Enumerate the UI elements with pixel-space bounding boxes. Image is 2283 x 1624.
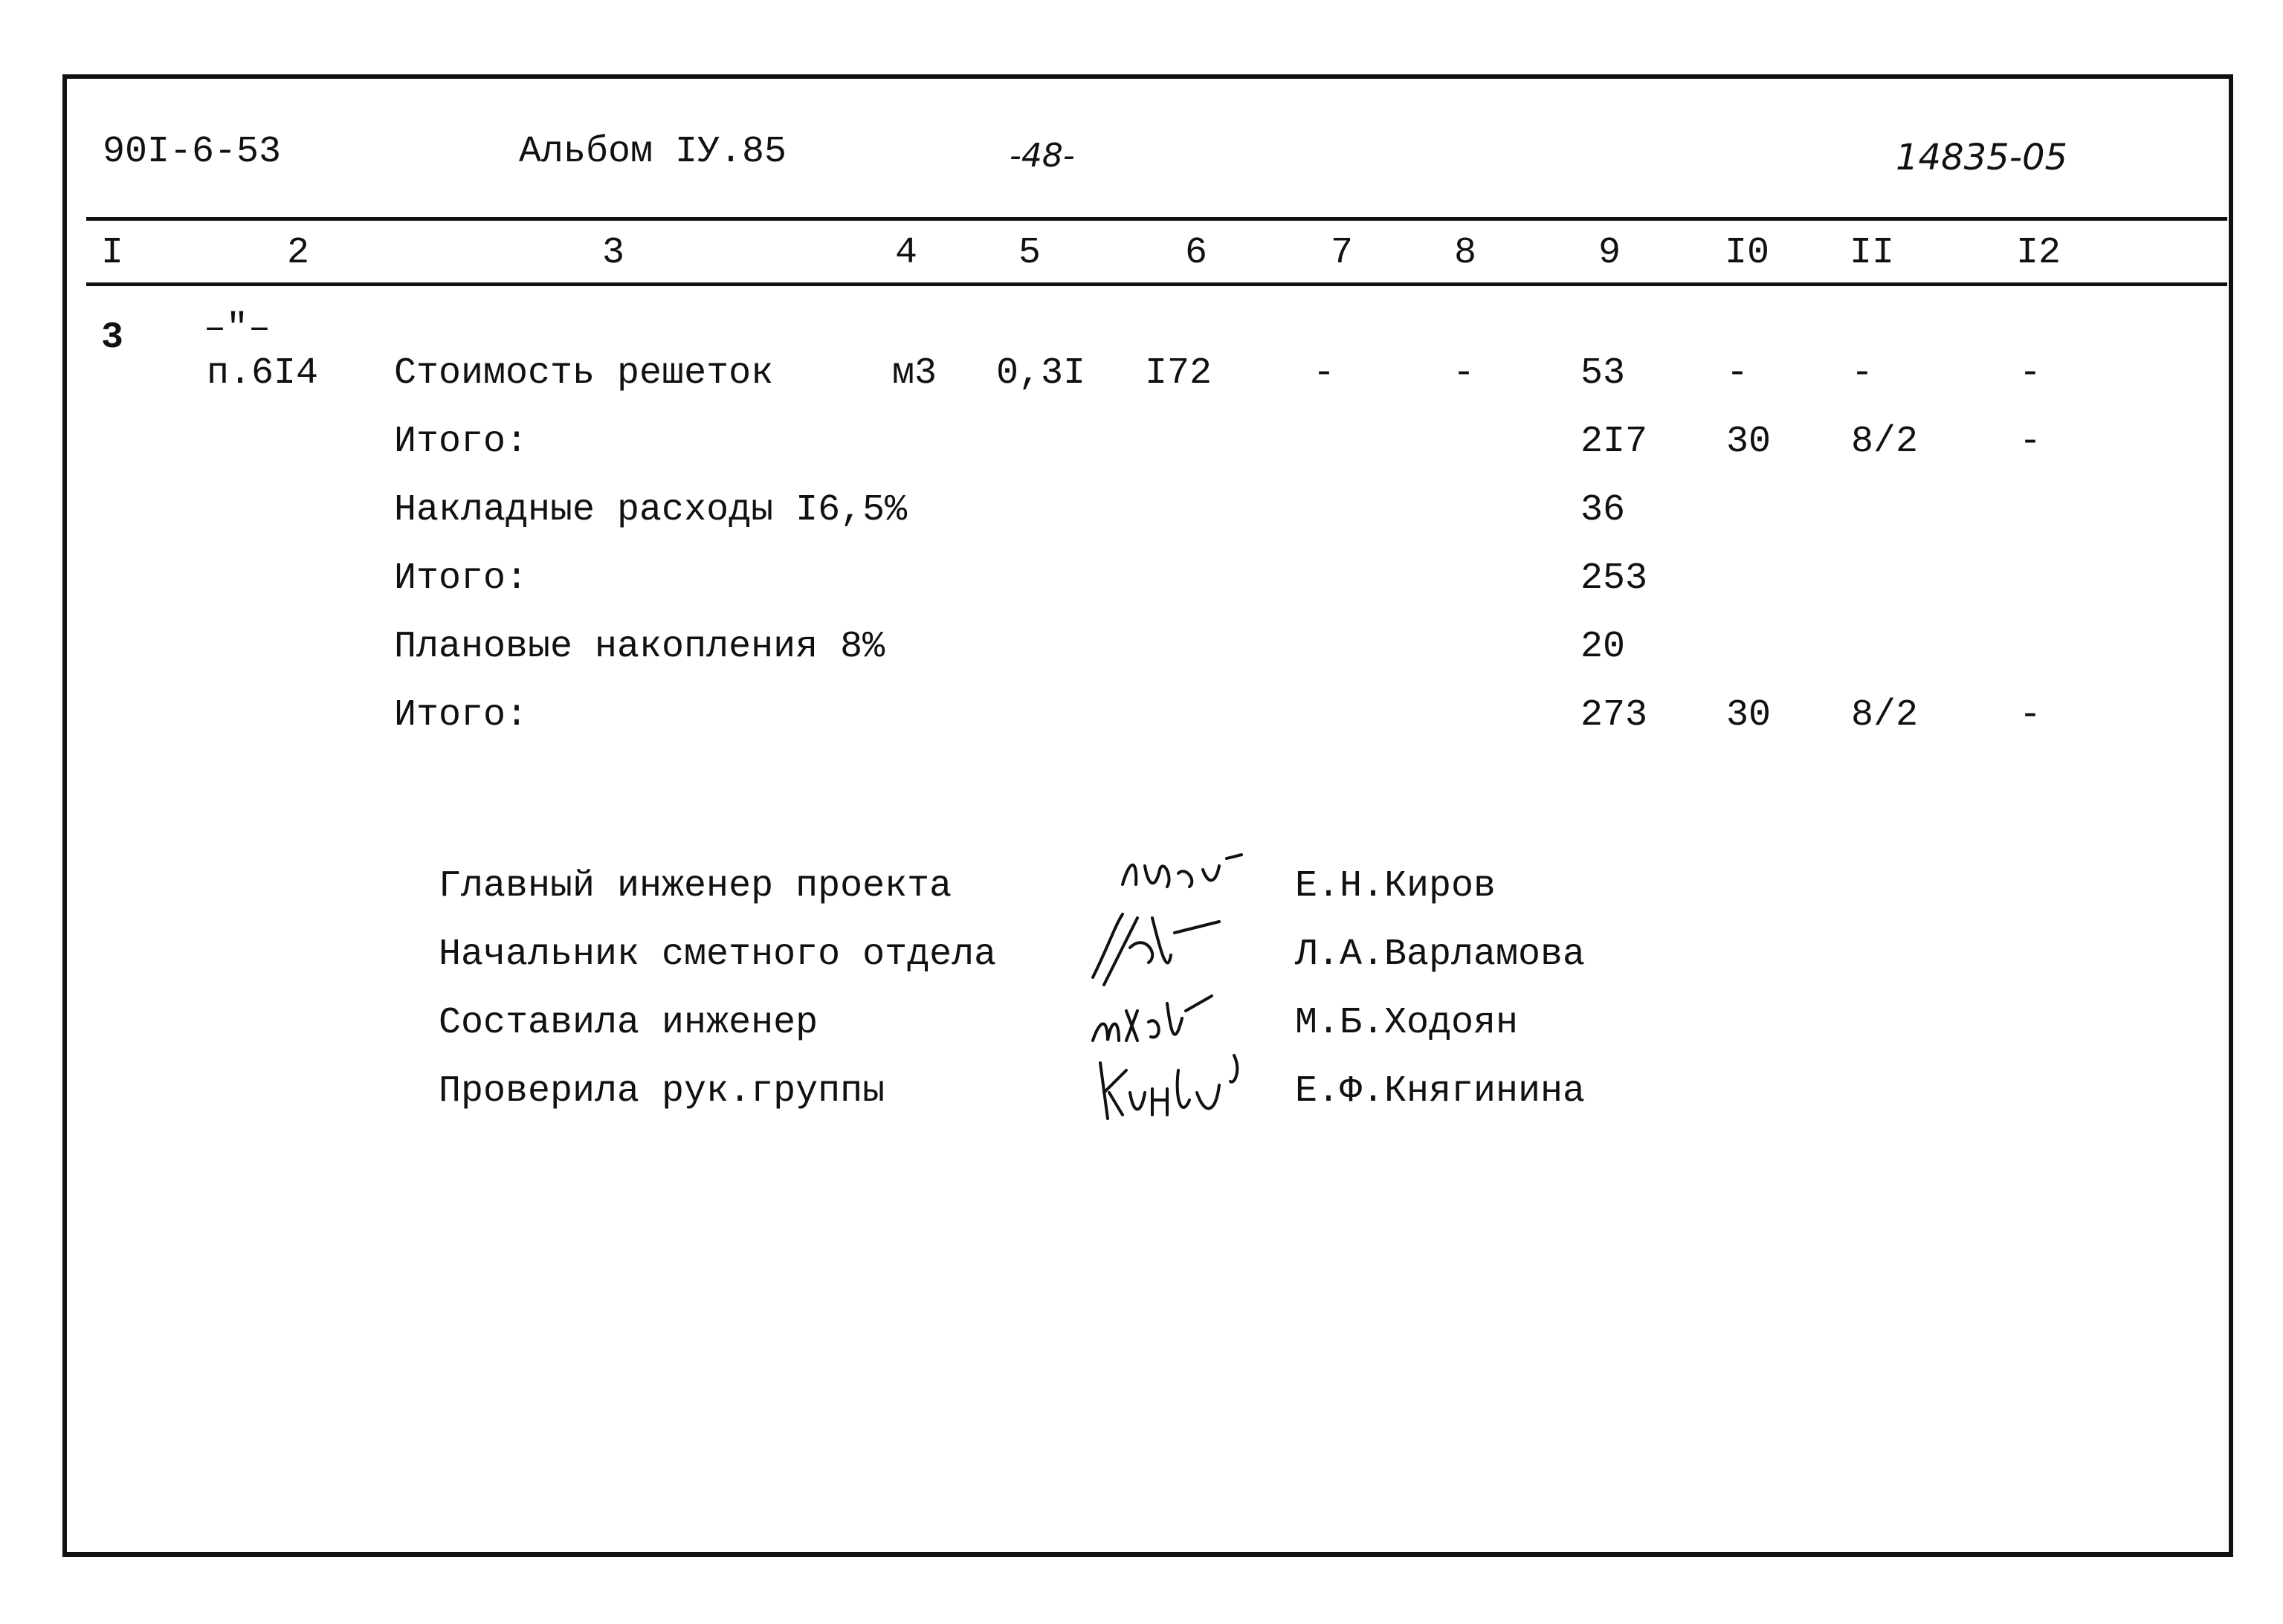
- header-rule: [86, 217, 2227, 221]
- total-3-col10: 30: [1726, 694, 1772, 737]
- col-header-11: II: [1850, 232, 1895, 274]
- row-col10: -: [1726, 352, 1749, 395]
- total-1-col10: 30: [1726, 421, 1772, 463]
- total-1-label: Итого:: [394, 421, 529, 463]
- archive-number: 14835-05: [1896, 137, 2068, 178]
- col-header-10: I0: [1725, 232, 1770, 274]
- reference: п.6I4: [207, 352, 319, 395]
- ditto-mark: –"–: [204, 308, 271, 350]
- signature-name-3: М.Б.Ходоян: [1295, 1002, 1519, 1044]
- profit-col9: 20: [1580, 626, 1626, 668]
- signature-name-4: Е.Ф.Княгинина: [1295, 1070, 1586, 1113]
- signature-role-3: Составила инженер: [439, 1002, 818, 1044]
- signature-role-4: Проверила рук.группы: [439, 1070, 885, 1113]
- album-label: Альбом IУ.85: [519, 131, 787, 173]
- total-2-label: Итого:: [394, 557, 529, 600]
- page-frame: [62, 74, 2233, 1557]
- total-3-label: Итого:: [394, 694, 529, 737]
- col-header-4: 4: [895, 232, 918, 274]
- col-header-3: 3: [602, 232, 625, 274]
- row-quantity: 0,3I: [996, 352, 1086, 395]
- page-number: -48-: [1010, 137, 1075, 175]
- col-header-6: 6: [1185, 232, 1208, 274]
- total-3-col12: -: [2019, 694, 2042, 737]
- total-3-col11: 8/2: [1851, 694, 1919, 737]
- signature-name-2: Л.А.Варламова: [1295, 934, 1586, 976]
- total-3-col9: 273: [1580, 694, 1648, 737]
- col-header-1: I: [101, 232, 124, 274]
- signature-3-image: [1085, 989, 1234, 1055]
- total-1-col11: 8/2: [1851, 421, 1919, 463]
- row-col7: -: [1313, 352, 1336, 395]
- signature-role-1: Главный инженер проекта: [439, 865, 952, 908]
- col-header-9: 9: [1598, 232, 1621, 274]
- row-col12: -: [2019, 352, 2042, 395]
- row-col8: -: [1453, 352, 1476, 395]
- doc-code: 90I-6-53: [103, 131, 282, 173]
- row-unit: м3: [892, 352, 937, 395]
- row-col11: -: [1851, 352, 1874, 395]
- total-2-col9: 253: [1580, 557, 1648, 600]
- signature-name-1: Е.Н.Киров: [1295, 865, 1496, 908]
- total-1-col12: -: [2019, 421, 2042, 463]
- item-number: 3: [101, 317, 124, 359]
- signature-2-image: [1078, 903, 1227, 992]
- row-price: I72: [1145, 352, 1212, 395]
- row-name: Стоимость решеток: [394, 352, 774, 395]
- signature-1-image: [1115, 844, 1264, 903]
- overhead-label: Накладные расходы I6,5%: [394, 489, 908, 531]
- col-header-2: 2: [287, 232, 310, 274]
- profit-label: Плановые накопления 8%: [394, 626, 885, 668]
- col-header-8: 8: [1454, 232, 1477, 274]
- col-header-7: 7: [1331, 232, 1354, 274]
- total-1-col9: 2I7: [1580, 421, 1648, 463]
- row-col9: 53: [1580, 352, 1626, 395]
- overhead-col9: 36: [1580, 489, 1626, 531]
- column-header-rule: [86, 282, 2227, 286]
- signature-role-2: Начальник сметного отдела: [439, 934, 997, 976]
- signature-4-image: [1093, 1048, 1271, 1130]
- col-header-12: I2: [2016, 232, 2061, 274]
- col-header-5: 5: [1018, 232, 1042, 274]
